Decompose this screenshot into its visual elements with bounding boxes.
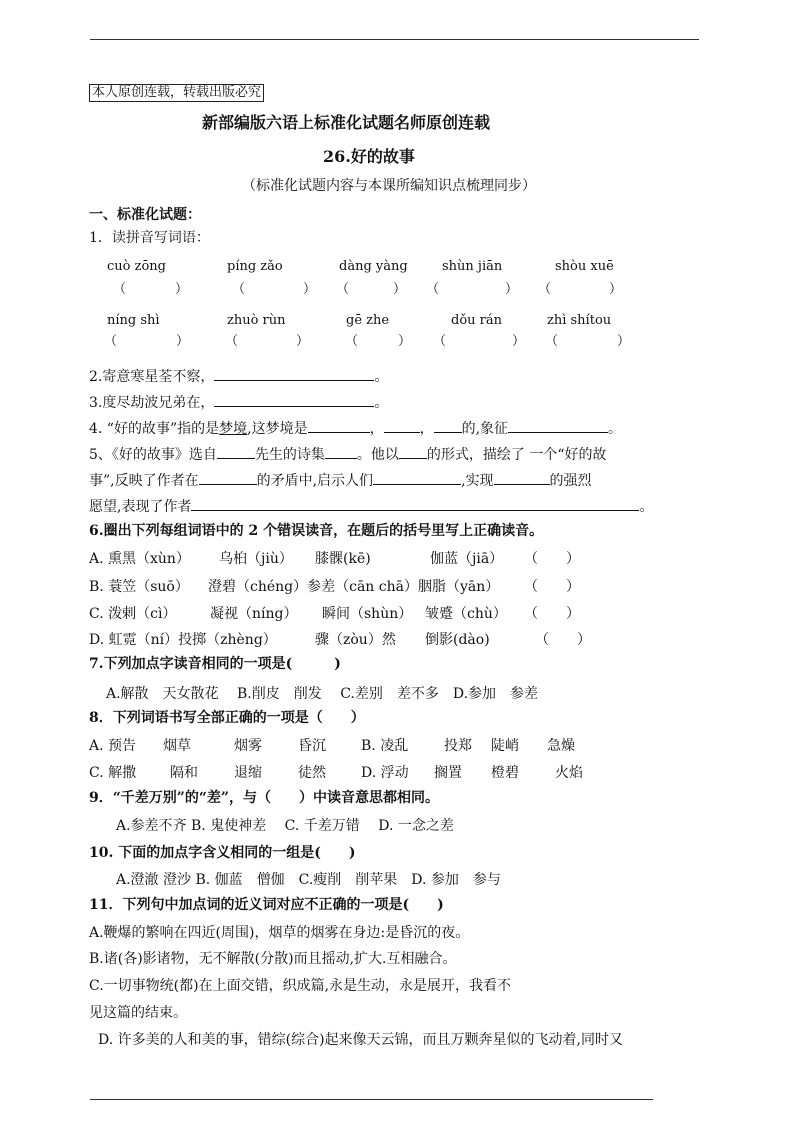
answer-bracket-open: （ xyxy=(538,282,552,297)
answer-bracket-close: ） xyxy=(398,334,412,349)
answer-bracket-close: ） xyxy=(617,334,631,349)
answer-bracket-open: （ xyxy=(345,334,359,349)
answer-bracket-open: （ xyxy=(232,282,246,297)
q8-c-3: 退缩 xyxy=(234,765,262,781)
lesson-title: 26.好的故事 xyxy=(323,147,415,166)
q5-text-a: 5、《好的故事》选自 xyxy=(89,447,217,463)
q6-answer-d[interactable]: （ ） xyxy=(535,632,591,648)
q11-prompt: 11．下列句中加点词的近义词对应不正确的一项是( ) xyxy=(89,897,444,913)
q4-blank-3[interactable] xyxy=(434,418,462,433)
q11-option-c: C.一切事物统(都)在上面交错，织成篇,永是生动，永是展开，我看不 xyxy=(89,978,512,994)
answer-bracket-open: （ xyxy=(225,334,239,349)
q6-option-d-2: 骤（zòu）然 xyxy=(315,632,396,648)
q3-period: 。 xyxy=(374,395,389,411)
q2-blank[interactable] xyxy=(214,366,374,381)
answer-bracket-close: ） xyxy=(505,282,519,297)
q6-option-c-1: C. 泼剌（cì） xyxy=(89,606,177,622)
q5-line-3 xyxy=(89,496,653,516)
q8-d-2: 搁置 xyxy=(434,765,462,781)
top-rule xyxy=(90,39,699,40)
q8-d-3: 橙碧 xyxy=(491,765,519,781)
pinyin-2: píng zǎo xyxy=(227,259,283,274)
answer-bracket-open: （ xyxy=(104,334,118,349)
q2-period: 。 xyxy=(374,369,389,385)
q6-option-d-3: 倒影(dào) xyxy=(425,632,490,648)
section-heading: 一、标准化试题： xyxy=(89,207,201,223)
q8-a-2: 烟草 xyxy=(163,738,191,754)
q4-period: 。 xyxy=(608,421,623,437)
q4-text-a: 4. “好的故事”指的是 xyxy=(89,421,220,437)
q5-line-1 xyxy=(89,444,607,464)
q6-prompt: 6.圈出下列每组词语中的 2 个错误读音，在题后的括号里写上正确读音。 xyxy=(89,523,544,539)
q8-c-4: 徒然 xyxy=(298,765,326,781)
q6-option-c-2: 凝视（níng） xyxy=(210,606,298,622)
q8-c-2: 隔和 xyxy=(170,765,198,781)
answer-bracket-close: ） xyxy=(176,334,190,349)
answer-bracket-open: （ xyxy=(426,282,440,297)
q1-prompt: 1．读拼音写词语： xyxy=(89,230,210,246)
q9-prompt: 9．“千差万别”的“差”，与（ ）中读音意思都相同。 xyxy=(89,790,439,806)
q4-blank-2[interactable] xyxy=(384,418,420,433)
q5-text-b: 先生的诗集 xyxy=(254,447,325,463)
q2-text: 2.寄意寒星荃不察， xyxy=(89,369,215,385)
q8-a-4: 昏沉 xyxy=(298,738,326,754)
q10-options: A.澄澈 澄沙 B. 伽蓝 僧伽 C.瘦削 削苹果 D. 参加 参与 xyxy=(116,872,501,888)
q5-blank-2[interactable] xyxy=(325,444,357,459)
q8-d-1: D. 浮动 xyxy=(361,765,409,781)
subtitle: （标准化试题内容与本课所编知识点梳理同步） xyxy=(242,178,536,194)
q5-blank-7[interactable] xyxy=(191,496,639,511)
q4-text-c: ,这梦境是 xyxy=(247,421,308,437)
q6-answer-c[interactable]: （ ） xyxy=(524,606,580,622)
answer-bracket-close: ） xyxy=(393,282,407,297)
bottom-rule xyxy=(90,1099,653,1100)
q5-text-f: 的矛盾中,启示人们 xyxy=(256,473,374,489)
q6-option-a-4: 伽蓝（jiā） xyxy=(430,551,504,567)
answer-bracket-open: （ xyxy=(545,334,559,349)
q6-answer-a[interactable]: （ ） xyxy=(524,551,580,567)
q8-prompt: 8．下列词语书写全部正确的一项是（ ） xyxy=(89,710,365,726)
q8-b-1: B. 凌乱 xyxy=(361,738,409,754)
q11-option-d: D. 许多美的人和美的事，错综(综合)起来像天云锦，而且万颗奔星似的飞动着,同时又 xyxy=(98,1032,623,1048)
q5-blank-5[interactable] xyxy=(373,470,461,485)
q6-option-c-3: 瞬间（shùn） xyxy=(322,606,413,622)
answer-bracket-open: （ xyxy=(113,282,127,297)
q7-prompt: 7.下列加点字读音相同的一项是( ) xyxy=(89,656,341,672)
q5-blank-1[interactable] xyxy=(217,444,255,459)
answer-bracket-close: ） xyxy=(296,334,310,349)
q5-text-c: 。他以 xyxy=(356,447,399,463)
q8-b-2: 投郑 xyxy=(444,738,472,754)
pinyin-9: dǒu rán xyxy=(451,313,502,328)
q5-text-e: 事”,反映了作者在 xyxy=(89,473,199,489)
pinyin-7: zhuò rùn xyxy=(227,313,286,328)
copyright-notice: 本人原创连载，转载出版必究 xyxy=(89,84,264,102)
pinyin-8: gē zhe xyxy=(346,313,390,328)
q5-text-i: 愿望,表现了作者 xyxy=(89,499,192,515)
pinyin-1: cuò zōng xyxy=(107,259,166,274)
q4-blank-4[interactable] xyxy=(508,418,608,433)
pinyin-6: níng shì xyxy=(107,313,160,328)
answer-bracket-close: ） xyxy=(512,334,526,349)
q3-blank[interactable] xyxy=(214,392,374,407)
q9-options: A.参差不齐 B. 鬼使神差 C. 千差万错 D. 一念之差 xyxy=(116,818,454,834)
q11-option-b: B.诸(各)影诸物，无不解散(分散)而且摇动,扩大.互相融合。 xyxy=(89,951,457,967)
q6-option-c-4: 皱蹙（chù） xyxy=(425,606,507,622)
q8-a-1: A. 预告 xyxy=(89,738,137,754)
answer-bracket-open: （ xyxy=(433,334,447,349)
q6-option-a-2: 乌桕（jiù） xyxy=(219,551,293,567)
answer-bracket-close: ） xyxy=(609,282,623,297)
q8-d-4: 火焰 xyxy=(555,765,583,781)
q6-option-d-1: D. 虹霓（ní）投掷（zhèng） xyxy=(89,632,277,648)
q5-line-2 xyxy=(89,470,592,490)
q10-prompt: 10. 下面的加点字含义相同的一组是( ) xyxy=(89,845,356,861)
answer-bracket-open: （ xyxy=(336,282,350,297)
q4-keyword: 梦境 xyxy=(219,421,248,437)
q8-b-4: 急燥 xyxy=(547,738,575,754)
q8-b-3: 陡峭 xyxy=(491,738,519,754)
q4-text-f: 的,象征 xyxy=(461,421,509,437)
q6-option-b-1: B. 蓑笠（suō） xyxy=(89,579,189,595)
q5-blank-4[interactable] xyxy=(199,470,257,485)
q4-blank-1[interactable] xyxy=(308,418,370,433)
q4-comma-1: ， xyxy=(369,421,384,437)
pinyin-3: dàng yàng xyxy=(339,259,408,274)
q8-a-3: 烟雾 xyxy=(234,738,262,754)
q5-period: 。 xyxy=(639,499,654,515)
q5-text-h: 的强烈 xyxy=(549,473,592,489)
q6-option-a-1: A. 熏黑（xùn） xyxy=(89,551,190,567)
q3-line xyxy=(89,392,388,412)
q4-comma-2: ， xyxy=(419,421,434,437)
q5-text-d: 的形式，描绘了 一个“好的故 xyxy=(426,447,607,463)
q6-answer-b[interactable]: （ ） xyxy=(524,579,580,595)
q2-line xyxy=(89,366,388,386)
q11-option-a: A.鞭爆的繁响在四近(周围)，烟草的烟雾在身边:是昏沉的夜。 xyxy=(89,925,470,941)
answer-bracket-close: ） xyxy=(175,282,189,297)
q5-blank-6[interactable] xyxy=(494,470,550,485)
q3-text: 3.度尽劫波兄弟在， xyxy=(89,395,215,411)
pinyin-5: shòu xuē xyxy=(555,259,614,274)
q7-options: A.解散 天女散花 B.削皮 削发 C.差别 差不多 D.参加 参差 xyxy=(106,686,539,702)
q8-c-1: C. 解撒 xyxy=(89,765,137,781)
q4-line xyxy=(89,418,622,438)
q5-blank-3[interactable] xyxy=(399,444,427,459)
pinyin-4: shùn jiān xyxy=(442,259,503,274)
q11-option-c-cont: 见这篇的结束。 xyxy=(89,1005,187,1021)
pinyin-10: zhì shítou xyxy=(547,313,612,328)
q6-option-b-2: 澄碧（chéng）参差（cān chā）胭脂（yān） xyxy=(208,579,500,595)
q5-text-g: ,实现 xyxy=(461,473,494,489)
answer-bracket-close: ） xyxy=(303,282,317,297)
page-title: 新部编版六语上标准化试题名师原创连载 xyxy=(202,113,491,132)
q6-option-a-3: 膝髁(kē) xyxy=(315,551,371,567)
